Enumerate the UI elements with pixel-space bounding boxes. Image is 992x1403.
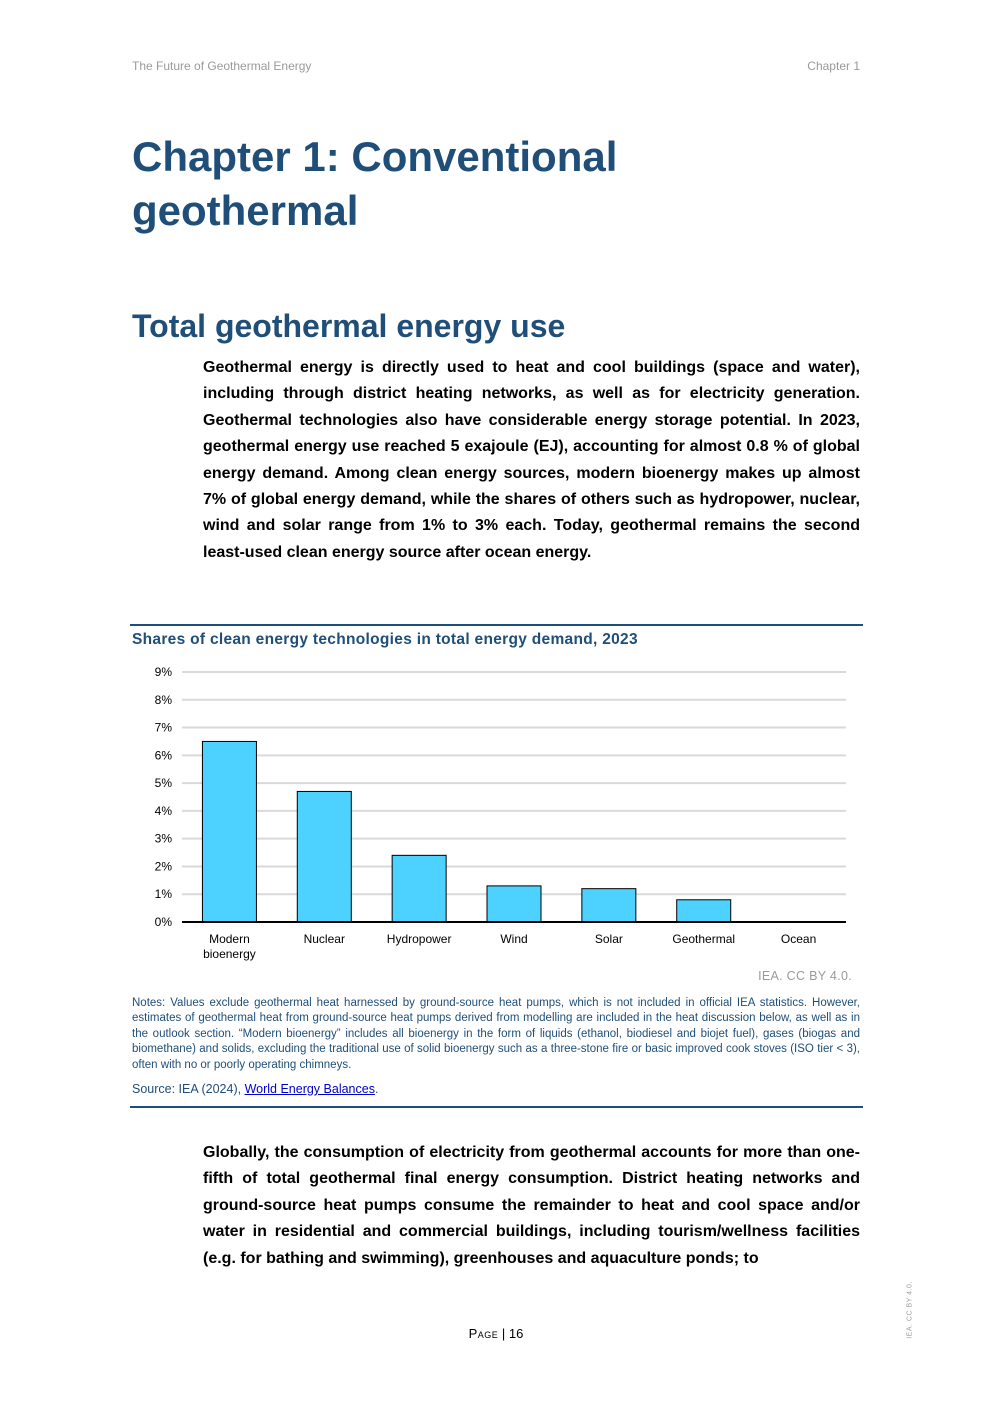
running-header-chapter: Chapter 1 [807,59,860,73]
bar-chart [130,658,860,968]
bar [392,855,446,922]
source-suffix: . [374,1082,379,1096]
y-tick-label: 1% [154,887,172,902]
bar [297,791,351,922]
y-tick-label: 5% [154,776,172,791]
source-prefix: Source: IEA (2024), [132,1082,245,1096]
y-tick-label: 8% [154,692,172,707]
y-tick-label: 9% [154,665,172,679]
y-tick-label: 2% [154,859,172,874]
world-energy-balances-link[interactable]: World Energy Balances [244,1082,375,1096]
y-tick-label: 6% [154,748,172,763]
y-tick-label: 3% [154,831,172,846]
bar [202,741,256,922]
x-tick-label: Nuclear [303,932,345,946]
side-license: IEA. CC BY 4.0. [906,1281,914,1339]
bar [487,886,541,922]
chapter-title: Chapter 1: Conventional geothermal [132,133,618,234]
page-footer [0,1326,992,1341]
figure-bottom-rule [130,1106,863,1108]
x-tick-label: Solar [594,932,623,946]
figure-notes: Notes: Values exclude geothermal heat harnessed by ground-source heat pumps, which is not included in official IEA statistics. However, estimates of geothermal heat from ground-source heat pumps derived from modelling are included in the heat discussion below, as well as in the outlook section. “Modern bioenergy” includes all bioenergy in the form of liquids (ethanol, biodiesel and biojet fuel), gases (biogas and biomethane) and solids, excluding the traditional use of solid bioenergy such as a three-stone fire or basic improved cook stoves (ISO tier < 3), often with no or poorly operating chimneys. [132,997,860,1071]
figure-top-rule [130,624,863,626]
body-paragraph-1: Geothermal energy is directly used to heat and cool buildings (space and water), including through district heating networks, as well as for electricity generation. Geothermal technologies also have considerable energy storage potential. In 2023, geothermal energy use reached 5 exajoule (EJ), accounting for almost 0.8 % of global energy demand. Among clean energy sources, modern bioenergy makes up almost 7% of global energy demand, while the shares of others such as hydropower, nuclear, wind and solar range from 1% to 3% each. Today, geothermal remains the second least-used clean energy source after ocean energy. [203,359,860,561]
figure-source [132,1082,378,1096]
x-tick-label: Hydropower [386,932,452,946]
bar [677,900,731,922]
body-paragraph-2: Globally, the consumption of electricity from geothermal accounts for more than one-fifth of total geothermal final energy consumption. District heating networks and ground-source heat pumps consume the remainder to heat and cool space and/or water in residential and commercial buildings, including tourism/wellness facilities (e.g. for bathing and swimming), greenhouses and aquaculture ponds; to [203,1144,860,1267]
figure-title: Shares of clean energy technologies in total energy demand, 2023 [132,631,638,648]
y-tick-label: 7% [154,720,172,735]
page-label: Page [468,1326,499,1341]
figure-credit: IEA. CC BY 4.0. [758,969,852,983]
y-tick-label: 4% [154,803,172,818]
x-tick-label: Ocean [780,932,817,946]
x-tick-label: Modern bioenergy [203,932,256,961]
x-tick-label: Wind [500,932,528,946]
running-header-title: The Future of Geothermal Energy [132,59,312,73]
page-separator: | [498,1326,509,1341]
section-title: Total geothermal energy use [132,308,566,344]
x-tick-label: Geothermal [672,932,736,946]
bar [582,889,636,922]
page-number: 16 [508,1326,524,1341]
y-tick-label: 0% [154,915,172,929]
